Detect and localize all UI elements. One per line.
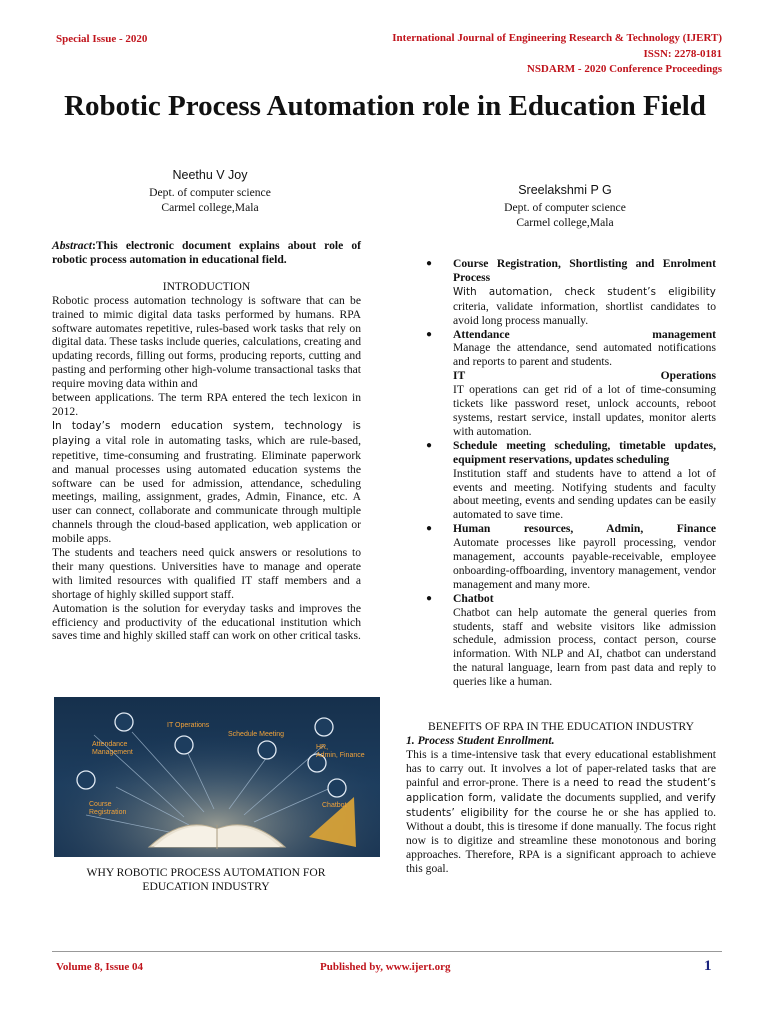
list-item-text: Automate processes like payroll processing, vendor management, accounts payable-receivable, employee onboarding-offboarding, inventory management, vendor management and many more.	[453, 536, 716, 591]
it-operations-text: IT operations can get rid of a lot of time-consuming tickets like password reset, unlock accounts, reboot systems, restart service, install updates, monitor alerts with automation.	[453, 383, 716, 438]
list-item-text: With automation, check student’s eligibility criteria, validate information, shortlist candidates to avoid long process manually.	[453, 285, 716, 327]
it-operations-heading: IT Operations	[453, 369, 716, 383]
journal-info	[392, 31, 722, 78]
list-item-heading: Human resources, Admin, Finance	[453, 522, 716, 536]
author-block-1	[100, 166, 320, 215]
figure-illustration	[54, 697, 380, 857]
list-item-text: Manage the attendance, send automated notifications and reports to parent and students.	[453, 341, 716, 369]
paper-title: Robotic Process Automation role in Education Field	[64, 90, 706, 122]
intro-paragraph-1: Robotic process automation technology is software that can be trained to mimic digital data tasks performed by humans. RPA software automates repetitive, rules-based work tasks that rely on digital data. These tasks include queries, calculations, creating and updating records, filling out forms, producing reports, cutting and pasting and performing other high-volume transactional tasks that require moving data within and	[52, 293, 361, 391]
left-column	[52, 239, 361, 643]
chatbot-icon	[328, 779, 346, 797]
use-case-list	[406, 257, 716, 689]
list-item-text: Chatbot can help automate the general queries from students, staff and website visitors like admission schedule, admission process, contact person, course information. With NLP and AI, chatbot can understand the natural language, learn from past data and reply to queries like a human.	[453, 605, 716, 689]
intro-paragraph-2: between applications. The term RPA entered the tech lexicon in 2012.	[52, 391, 361, 418]
label-attendance: Attendance Management	[92, 741, 133, 756]
intro-p3-lead: In today’s modern education system, technology is playing	[52, 419, 361, 447]
list-item-heading: Schedule meeting scheduling, timetable updates, equipment reservations, updates scheduling	[453, 438, 716, 466]
publisher-link[interactable]: Published by, www.ijert.org	[320, 961, 451, 973]
list-item	[406, 257, 716, 328]
list-item-text: Institution staff and students have to attend a lot of events and meeting. Notifying students and faculty about meeting, events and sending updates can be easily automated to save time.	[453, 466, 716, 522]
intro-paragraph-3	[52, 419, 361, 546]
label-chatbot: Chatbot	[322, 802, 347, 809]
issn: ISSN: 2278-0181	[643, 47, 722, 60]
conference-name: NSDARM - 2020 Conference Proceedings	[526, 63, 722, 75]
label-schedule-meeting: Schedule Meeting	[228, 731, 285, 738]
figure-caption: WHY ROBOTIC PROCESS AUTOMATION FOR EDUCATION INDUSTRY	[86, 866, 326, 893]
list-item	[406, 439, 716, 522]
it-operations-icon	[175, 736, 193, 754]
settings-icon	[115, 713, 133, 731]
schedule-meeting-icon	[258, 741, 276, 759]
introduction-heading: INTRODUCTION	[162, 279, 251, 293]
author-college: Carmel college,Mala	[161, 201, 259, 214]
special-issue-label: Special Issue - 2020	[56, 33, 148, 45]
journal-name: International Journal of Engineering Research & Technology (IJERT)	[392, 32, 722, 44]
footer-divider	[52, 951, 722, 952]
benefit-1-title: 1. Process Student Enrollment.	[406, 734, 555, 747]
abstract	[52, 239, 361, 267]
bullet-icon: ●	[426, 439, 433, 451]
intro-paragraph-4: The students and teachers need quick answers or resolutions to their many questions. Universities have to manage and operate with limited resources with qualified IT staff members and a shortage of highly skilled support staff.	[52, 546, 361, 601]
list-item-text-lead: With automation, check student’s eligibility	[453, 285, 716, 298]
intro-p3-rest: a vital role in automating tasks, which are rule-based, repetitive, time-consuming and frustrating. Eliminate paperwork and manual processes using automated education systems the software can be used for admission, attendance, scheduling meetings, mailing, assignment, grades, Admin, Finance, etc. A user can connect, collaborate and communicate through multiple channels through the cloud-based application, web application or mobile apps.	[52, 433, 361, 546]
page-number: 1	[704, 958, 712, 974]
label-course-registration: Course Registration	[89, 801, 127, 816]
author-block-2	[455, 181, 675, 230]
globe-icon	[315, 718, 333, 736]
benefits-heading: BENEFITS OF RPA IN THE EDUCATION INDUSTRY	[427, 720, 695, 734]
label-it-operations: IT Operations	[167, 722, 210, 729]
author-name: Sreelakshmi P G	[518, 183, 612, 197]
list-item	[406, 592, 716, 689]
bullet-icon: ●	[426, 592, 433, 604]
author-college: Carmel college,Mala	[516, 216, 614, 229]
abstract-label: Abstract	[52, 239, 92, 252]
intro-paragraph-5: Automation is the solution for everyday tasks and improves the efficiency and productivity of the educational institution which saves time and highly skilled staff can work on other critical tasks.	[52, 601, 361, 643]
rpa-education-figure	[54, 697, 380, 857]
bullet-icon: ●	[426, 258, 433, 269]
list-item	[406, 522, 716, 592]
author-name: Neethu V Joy	[172, 168, 248, 182]
label-hr-admin-finance: HR, Admin, Finance	[316, 744, 365, 759]
list-item-heading: Attendance management	[453, 327, 716, 341]
list-item	[406, 328, 716, 439]
list-item-heading: Course Registration, Shortlisting and Enrolment Process	[453, 257, 716, 284]
course-registration-icon	[77, 771, 95, 789]
bullet-icon: ●	[426, 523, 433, 535]
author-dept: Dept. of computer science	[504, 201, 626, 214]
right-column	[406, 257, 716, 876]
bullet-icon: ●	[426, 328, 433, 340]
list-item-heading: Chatbot	[453, 591, 494, 605]
author-dept: Dept. of computer science	[149, 186, 271, 199]
benefit-1-text: This is a time-intensive task that every educational establishment has to carry out. It involves a lot of paper-related tasks that are painful and error-prone. There is a need to read the student’s application form, validate the documents supplied, and verify students’ eligibility for the course he or she has applied to. Without a doubt, this is tiresome if done manually. The focus right now is to digitize and streamline these monotonous and boring approaches. Therefore, RPA is a significant approach to achieve this goal.	[406, 747, 717, 876]
volume-issue: Volume 8, Issue 04	[56, 961, 143, 973]
abstract-text: :This electronic document explains about role of robotic process automation in educational field.	[52, 239, 361, 266]
